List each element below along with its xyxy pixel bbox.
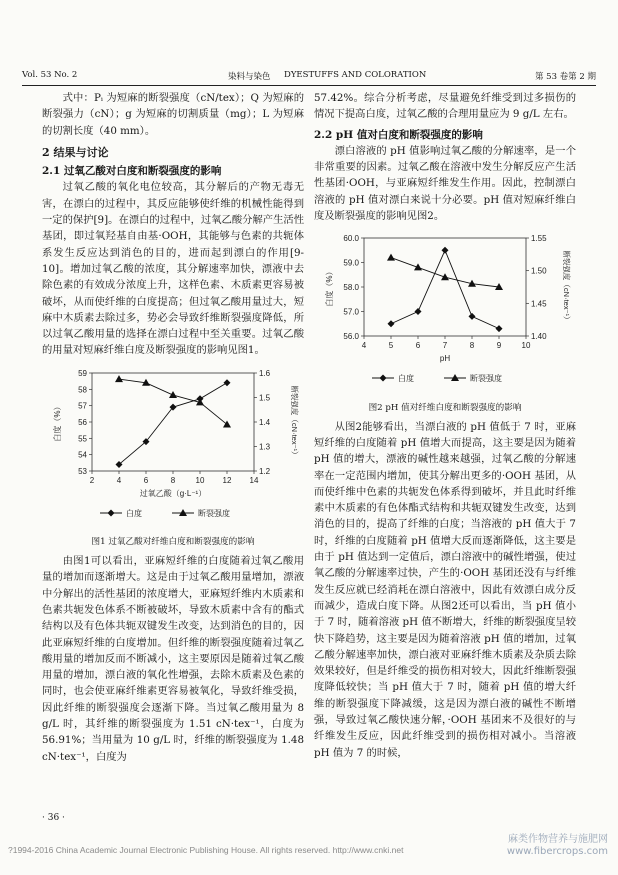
data-point: [223, 420, 231, 427]
right-column: [314, 90, 576, 761]
data-point: [442, 247, 449, 254]
x-tick-label: 5: [388, 341, 394, 351]
data-point: [496, 326, 503, 333]
y2-tick-label: 1.40: [531, 332, 547, 342]
data-point: [387, 254, 395, 261]
legend-label: 白度: [126, 508, 142, 518]
y-axis-label: 白度（%）: [325, 267, 334, 307]
plot-frame: [92, 373, 254, 471]
header-volume: Vol. 53 No. 2: [22, 70, 78, 80]
figure-1-caption: 图1 过氧乙酸对纤维白度和断裂强度的影响: [91, 537, 255, 548]
x-axis-label: pH: [439, 354, 451, 364]
page-number: · 36 ·: [42, 813, 65, 823]
paragraph-peracetic-intro: 过氧乙酸的氧化电位较高，其分解后的产物无毒无害，在漂白的过程中，其反应能够使纤维的机械性能得到一定的保护[9]。在漂白的过程中，过氧乙酸分解产生活性基团，即过氧羟基自由基·OOH，其能够与色素的共轭体系发生反应达到消色的目的，进而起到漂白的作用[9-10]。增加过氧乙酸的浓度，其分解速率加快，漂液中去除色素的有效成分浓度上升，这样色素、木质素更容易被破坏，从而使纤维的白度提高；但过氧乙酸用量过大，短麻中木质素去除过多，势必会导致纤维断裂强度降低，所以过氧乙酸用量的选择在漂白过程中至关重要。过氧乙酸的用量对短麻纤维白度及断裂强度的影响见图1。: [42, 181, 304, 357]
copyright-footer: ?1994-2016 China Academic Journal Electronic Publishing House. All rights reserved. http://www.cnki.net: [8, 845, 404, 855]
data-point: [414, 264, 422, 271]
watermark-line1: 麻类作物营养与施肥网: [508, 834, 608, 845]
data-point: [115, 375, 123, 382]
x-tick-label: 6: [415, 341, 421, 351]
y2-tick-label: 1.4: [259, 417, 271, 427]
x-tick-label: 4: [116, 475, 122, 485]
y-tick-label: 56: [78, 417, 87, 427]
y-tick-label: 58.0: [343, 283, 359, 293]
x-tick-label: 8: [170, 475, 176, 485]
y2-tick-label: 1.50: [531, 267, 547, 277]
x-tick-label: 7: [442, 341, 448, 351]
series-line-2: [119, 379, 227, 424]
y2-axis-label: 断裂强度（cN·tex⁻¹）: [562, 250, 571, 324]
series-line-2: [391, 258, 499, 287]
x-tick-label: 12: [222, 475, 232, 485]
figure-1: [42, 363, 304, 549]
data-point: [415, 308, 422, 315]
y2-tick-label: 1.45: [531, 299, 547, 309]
legend-label: 白度: [398, 374, 414, 384]
legend-label: 断裂强度: [198, 508, 230, 518]
paragraph-ph-intro: 漂白溶液的 pH 值影响过氧乙酸的分解速率，是一个非常重要的因素。过氧乙酸在溶液中发生分解反应产生活性基团·OOH，与亚麻短纤维发生作用。因此，控制漂白溶液的 pH 值对漂白来说十分必要。pH 值对短麻纤维白度及断裂强度的影响见图2。: [314, 144, 576, 223]
figure-2-caption: 图2 pH 值对纤维白度和断裂强度的影响: [368, 402, 522, 413]
y2-tick-label: 1.2: [259, 466, 271, 476]
header-journal-cn: 染料与染色: [228, 72, 271, 82]
y-tick-label: 58: [78, 385, 87, 395]
paragraph-continued: 57.42%。综合分析考虑，尽量避免纤维受到过多损伤的情况下提高白度，过氧乙酸的合理用量应为 9 g/L 左右。: [314, 92, 576, 121]
x-tick-label: 10: [195, 475, 205, 485]
data-point: [169, 391, 177, 398]
legend-marker: [380, 375, 387, 382]
subsection-heading-2-1: 2.1 过氧乙酸对白度和断裂强度的影响: [42, 165, 222, 178]
y-tick-label: 56.0: [343, 332, 359, 342]
y-tick-label: 55: [78, 434, 87, 444]
figure-2: [314, 228, 576, 414]
y2-tick-label: 1.3: [259, 442, 271, 452]
data-point: [441, 274, 449, 281]
chart-peracetic-acid: [42, 363, 304, 529]
y-axis-label: 白度（%）: [53, 402, 62, 442]
y2-tick-label: 1.55: [531, 234, 547, 244]
y-tick-label: 57: [78, 401, 87, 411]
data-point: [388, 321, 395, 328]
y-tick-label: 60.0: [343, 234, 359, 244]
y-tick-label: 53: [78, 466, 87, 476]
data-point: [224, 379, 231, 386]
formula-explanation: 式中：Pᵢ 为短麻的断裂强度（cN/tex）；Q 为短麻的断裂强力（cN）；g 为短麻的切割质量（mg）；L 为短麻的切割长度（40 mm）。: [42, 92, 304, 137]
y2-tick-label: 1.5: [259, 393, 271, 403]
y2-axis-label: 断裂强度（cN·tex⁻¹）: [290, 385, 299, 459]
legend-marker: [451, 374, 459, 381]
x-tick-label: 6: [143, 475, 149, 485]
site-watermark: [507, 834, 608, 858]
running-header: [22, 70, 596, 84]
paragraph-figure1-analysis: 由图1可以看出，亚麻短纤维的白度随着过氧乙酸用量的增加而逐渐增大。这是由于过氧乙酸用量增加，漂液中分解出的活性基团的浓度增大，亚麻短纤维内木质素和色素共轭发色体系不断被破坏，导致木质素中含有的酯式结构以及有色体共轭双键发生改变，达到消色的目的，因此亚麻短纤维的白度增加。但纤维的断裂强度随着过氧乙酸用量的增加反而不断减小，这主要原因是随着过氧乙酸用量的增加，漂白液的氧化性增强，去除木质素及色素的同时，也会使亚麻纤维素更容易被氧化，导致纤维受损，因此纤维的断裂强度会逐渐下降。当过氧乙酸用量为 8 g/L 时，其纤维的断裂强度为 1.51 cN·tex⁻¹，白度为 56.91%；当用量为 10 g/L 时，纤维的断裂强度为 1.48 cN·tex⁻¹，白度为: [42, 555, 304, 763]
header-issue: 第 53 卷第 2 期: [534, 72, 596, 82]
subsection-heading-2-2: 2.2 pH 值对白度和断裂强度的影响: [314, 128, 483, 141]
series-line-1: [391, 251, 499, 329]
x-tick-label: 4: [361, 341, 367, 351]
section-heading-2: 2 结果与讨论: [42, 145, 109, 159]
y-tick-label: 57.0: [343, 307, 359, 317]
x-axis-label: 过氧乙酸（g·L⁻¹）: [139, 488, 207, 498]
header-journal-en: DYESTUFFS AND COLORATION: [284, 70, 427, 80]
data-point: [469, 313, 476, 320]
header-rule: [22, 85, 596, 86]
paragraph-figure2-analysis: 从图2能够看出，当漂白液的 pH 值低于 7 时，亚麻短纤维的白度随着 pH 值增大而提高，这主要是因为随着 pH 值的增大，漂液的碱性越来越强，过氧乙酸的分解速率在一定范围内增加，使其分解出更多的·OOH 基团，从而使纤维中色素的共轭发色体系得到破坏，并且此时纤维素中木质素的有色体酯式结构和共轭双键发生改变，达到消色的目的，提高了纤维的白度；当溶液的 pH 值大于 7 时，纤维的白度随着 pH 值增大反而逐渐降低，这主要是由于 pH 值达到一定值后，漂白溶液中的碱性增强，使过氧乙酸的分解速率过快，产生的·OOH 基团还没有与纤维发生反应就已经消耗在漂白溶液中，因此有效漂白成分反而减少，造成白度下降。从图2还可以看出，当 pH 值小于 7 时，随着溶液 pH 值不断增大，纤维的断裂强度呈较快下降趋势，这主要是因为随着溶液 pH 值的增加，过氧乙酸分解速率加快，漂白液对亚麻纤维木质素及杂质去除效果较好，但是纤维受的损伤相对较大，因此纤维断裂强度降低较快；当 pH 值大于 7 时，随着 pH 值的增大纤维的断裂强度下降减缓，这是因为漂白液的碱性不断增强，导致过氧乙酸快速分解，·OOH 基团来不及很好的与纤维发生反应，因此纤维受到的损伤相对减小。当溶液 pH 值为 7 的时候，: [314, 420, 576, 759]
y-tick-label: 59: [78, 368, 87, 378]
legend-marker: [108, 509, 115, 516]
x-tick-label: 8: [469, 341, 475, 351]
x-tick-label: 2: [89, 475, 95, 485]
left-column: [42, 90, 304, 765]
chart-ph: [314, 228, 576, 394]
y-tick-label: 54: [78, 450, 87, 460]
legend-label: 断裂强度: [470, 374, 502, 384]
y2-tick-label: 1.6: [259, 368, 271, 378]
x-tick-label: 14: [249, 475, 259, 485]
watermark-line2: www.fibercrops.com: [506, 846, 608, 857]
y-tick-label: 59.0: [343, 258, 359, 268]
x-tick-label: 9: [496, 341, 502, 351]
x-tick-label: 10: [521, 341, 531, 351]
legend-marker: [179, 509, 187, 516]
